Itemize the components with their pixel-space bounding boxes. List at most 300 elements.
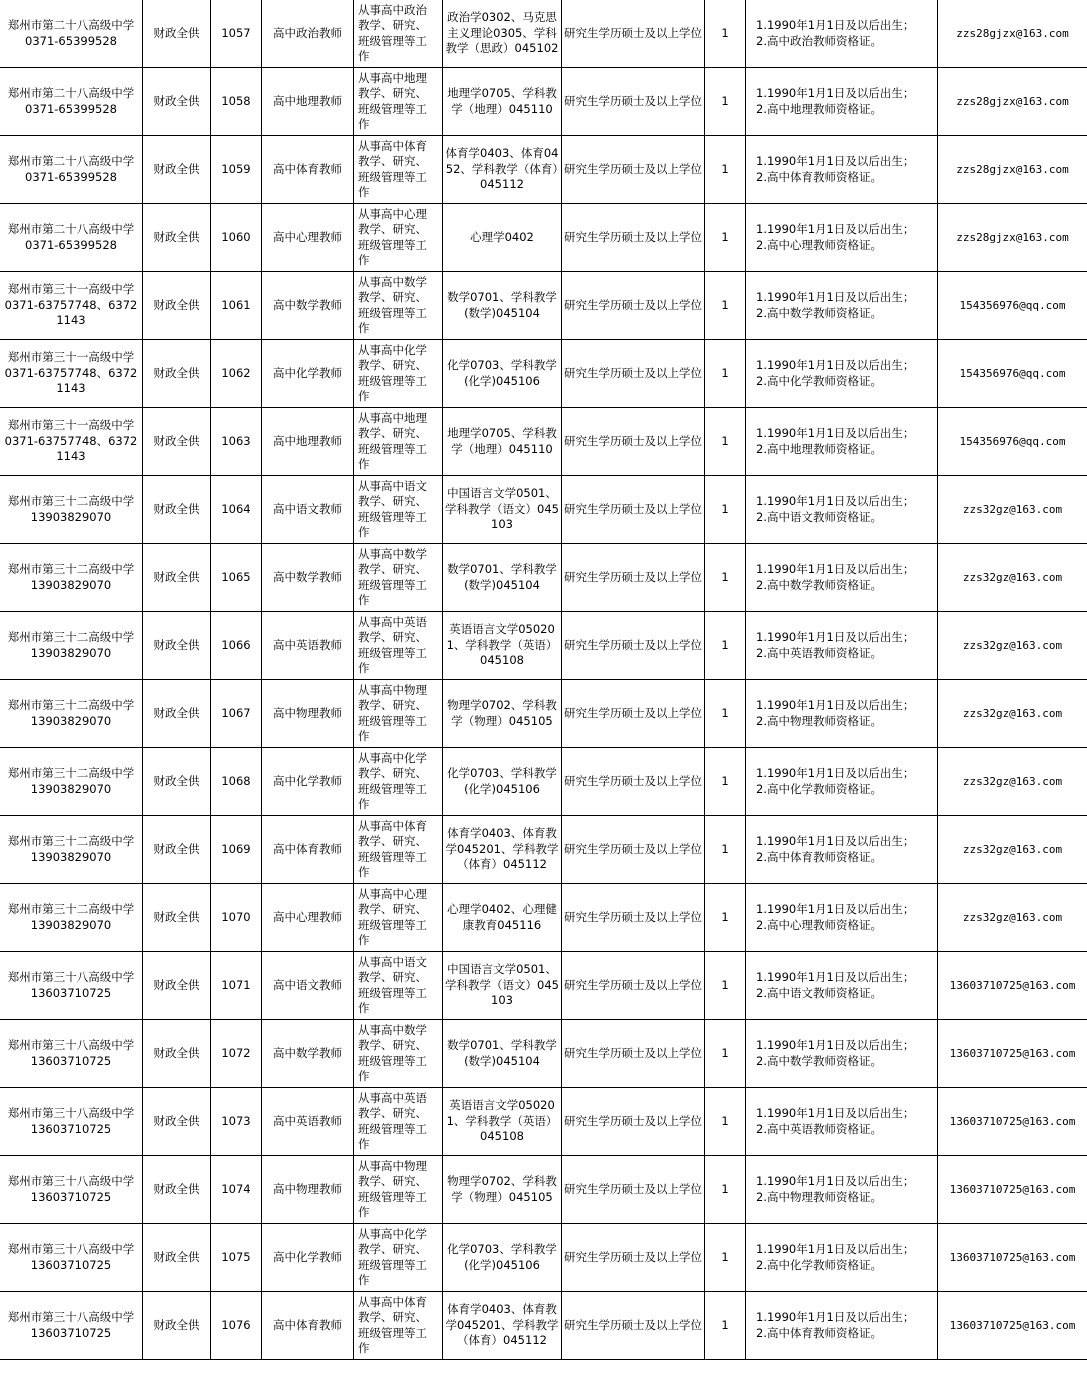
contact-phone: 13903829070 xyxy=(30,849,112,864)
unit-name: 郑州市第三十一高级中学 xyxy=(7,282,135,297)
unit-name: 郑州市第三十二高级中学 xyxy=(7,630,135,644)
email-cell: zzs32gz@163.com xyxy=(938,476,1087,544)
position-code-cell: 1073 xyxy=(211,1088,262,1156)
major-cell: 地理学0705、学科教学（地理）045110 xyxy=(443,68,562,136)
duty-cell: 从事高中体育教学、研究、班级管理等工作 xyxy=(354,1292,443,1360)
degree-cell: 研究生学历硕士及以上学位 xyxy=(562,204,705,272)
requirement-birthdate: 1.1990年1月1日及以后出生； xyxy=(756,630,915,644)
requirements-cell xyxy=(746,204,938,272)
contact-phone: 0371-63757748、63721143 xyxy=(4,297,138,328)
funding-cell: 财政全供 xyxy=(143,544,211,612)
position-code-cell: 1072 xyxy=(211,1020,262,1088)
position-name-cell: 高中物理教师 xyxy=(262,1156,354,1224)
contact-phone: 13903829070 xyxy=(30,781,112,796)
email-cell: zzs32gz@163.com xyxy=(938,748,1087,816)
requirement-birthdate: 1.1990年1月1日及以后出生； xyxy=(756,290,915,304)
unit-name: 郑州市第三十二高级中学 xyxy=(7,902,135,916)
email-cell: zzs28gjzx@163.com xyxy=(938,204,1087,272)
requirement-certificate: 2.高中语文教师资格证。 xyxy=(756,509,882,524)
requirement-certificate: 2.高中体育教师资格证。 xyxy=(756,849,882,864)
requirements-cell xyxy=(746,0,938,68)
requirement-birthdate: 1.1990年1月1日及以后出生； xyxy=(756,834,915,848)
table-row xyxy=(0,884,1087,952)
major-cell: 物理学0702、学科教学（物理）045105 xyxy=(443,680,562,748)
requirement-birthdate: 1.1990年1月1日及以后出生； xyxy=(756,18,915,32)
major-cell: 化学0703、学科教学(化学)045106 xyxy=(443,340,562,408)
email-cell: 13603710725@163.com xyxy=(938,1156,1087,1224)
unit-cell xyxy=(0,340,143,408)
email-cell: zzs32gz@163.com xyxy=(938,680,1087,748)
duty-cell: 从事高中物理教学、研究、班级管理等工作 xyxy=(354,1156,443,1224)
degree-cell: 研究生学历硕士及以上学位 xyxy=(562,1224,705,1292)
table-row xyxy=(0,476,1087,544)
unit-name: 郑州市第三十八高级中学 xyxy=(7,1174,135,1188)
requirements-cell xyxy=(746,136,938,204)
position-code-cell: 1075 xyxy=(211,1224,262,1292)
table-row xyxy=(0,340,1087,408)
contact-phone: 0371-65399528 xyxy=(25,33,117,48)
requirement-birthdate: 1.1990年1月1日及以后出生； xyxy=(756,154,915,168)
unit-name: 郑州市第三十一高级中学 xyxy=(7,350,135,365)
unit-cell xyxy=(0,544,143,612)
duty-cell: 从事高中数学教学、研究、班级管理等工作 xyxy=(354,272,443,340)
position-name-cell: 高中数学教师 xyxy=(262,272,354,340)
unit-name: 郑州市第三十八高级中学 xyxy=(7,1038,135,1052)
duty-cell: 从事高中化学教学、研究、班级管理等工作 xyxy=(354,1224,443,1292)
funding-cell: 财政全供 xyxy=(143,1292,211,1360)
funding-cell: 财政全供 xyxy=(143,816,211,884)
degree-cell: 研究生学历硕士及以上学位 xyxy=(562,544,705,612)
requirements-cell xyxy=(746,1088,938,1156)
funding-cell: 财政全供 xyxy=(143,952,211,1020)
position-name-cell: 高中体育教师 xyxy=(262,136,354,204)
requirements-cell xyxy=(746,68,938,136)
contact-phone: 0371-63757748、63721143 xyxy=(4,433,138,464)
position-name-cell: 高中体育教师 xyxy=(262,816,354,884)
unit-name: 郑州市第三十八高级中学 xyxy=(7,1242,135,1256)
contact-phone: 0371-65399528 xyxy=(25,237,117,252)
unit-cell xyxy=(0,0,143,68)
table-row xyxy=(0,1156,1087,1224)
position-name-cell: 高中化学教师 xyxy=(262,1224,354,1292)
degree-cell: 研究生学历硕士及以上学位 xyxy=(562,68,705,136)
headcount-cell: 1 xyxy=(705,1156,746,1224)
position-name-cell: 高中数学教师 xyxy=(262,544,354,612)
unit-cell xyxy=(0,884,143,952)
contact-phone: 13903829070 xyxy=(30,509,112,524)
position-name-cell: 高中心理教师 xyxy=(262,204,354,272)
email-cell: zzs28gjzx@163.com xyxy=(938,136,1087,204)
funding-cell: 财政全供 xyxy=(143,476,211,544)
email-cell: 154356976@qq.com xyxy=(938,408,1087,476)
unit-cell xyxy=(0,408,143,476)
degree-cell: 研究生学历硕士及以上学位 xyxy=(562,340,705,408)
table-row xyxy=(0,1224,1087,1292)
position-code-cell: 1064 xyxy=(211,476,262,544)
duty-cell: 从事高中英语教学、研究、班级管理等工作 xyxy=(354,612,443,680)
contact-phone: 13603710725 xyxy=(30,1121,112,1136)
duty-cell: 从事高中心理教学、研究、班级管理等工作 xyxy=(354,204,443,272)
unit-cell xyxy=(0,476,143,544)
requirements-cell xyxy=(746,612,938,680)
degree-cell: 研究生学历硕士及以上学位 xyxy=(562,748,705,816)
position-name-cell: 高中语文教师 xyxy=(262,476,354,544)
position-name-cell: 高中心理教师 xyxy=(262,884,354,952)
headcount-cell: 1 xyxy=(705,884,746,952)
email-cell: zzs28gjzx@163.com xyxy=(938,68,1087,136)
unit-name: 郑州市第二十八高级中学 xyxy=(7,18,135,32)
contact-phone: 13903829070 xyxy=(30,713,112,728)
unit-cell xyxy=(0,1020,143,1088)
degree-cell: 研究生学历硕士及以上学位 xyxy=(562,476,705,544)
headcount-cell: 1 xyxy=(705,476,746,544)
unit-cell xyxy=(0,680,143,748)
degree-cell: 研究生学历硕士及以上学位 xyxy=(562,612,705,680)
major-cell: 数学0701、学科教学(数学)045104 xyxy=(443,272,562,340)
funding-cell: 财政全供 xyxy=(143,408,211,476)
position-name-cell: 高中语文教师 xyxy=(262,952,354,1020)
contact-phone: 0371-65399528 xyxy=(25,169,117,184)
degree-cell: 研究生学历硕士及以上学位 xyxy=(562,1156,705,1224)
duty-cell: 从事高中英语教学、研究、班级管理等工作 xyxy=(354,1088,443,1156)
requirements-cell xyxy=(746,408,938,476)
unit-cell xyxy=(0,952,143,1020)
requirement-certificate: 2.高中语文教师资格证。 xyxy=(756,985,882,1000)
position-code-cell: 1065 xyxy=(211,544,262,612)
position-code-cell: 1063 xyxy=(211,408,262,476)
unit-name: 郑州市第三十二高级中学 xyxy=(7,834,135,848)
requirement-birthdate: 1.1990年1月1日及以后出生； xyxy=(756,222,915,236)
position-code-cell: 1062 xyxy=(211,340,262,408)
position-name-cell: 高中物理教师 xyxy=(262,680,354,748)
funding-cell: 财政全供 xyxy=(143,136,211,204)
contact-phone: 13603710725 xyxy=(30,1257,112,1272)
funding-cell: 财政全供 xyxy=(143,1156,211,1224)
position-name-cell: 高中数学教师 xyxy=(262,1020,354,1088)
headcount-cell: 1 xyxy=(705,1088,746,1156)
degree-cell: 研究生学历硕士及以上学位 xyxy=(562,680,705,748)
position-name-cell: 高中地理教师 xyxy=(262,68,354,136)
major-cell: 物理学0702、学科教学（物理）045105 xyxy=(443,1156,562,1224)
duty-cell: 从事高中地理教学、研究、班级管理等工作 xyxy=(354,68,443,136)
table-row xyxy=(0,816,1087,884)
requirements-cell xyxy=(746,476,938,544)
degree-cell: 研究生学历硕士及以上学位 xyxy=(562,408,705,476)
position-code-cell: 1067 xyxy=(211,680,262,748)
requirement-certificate: 2.高中地理教师资格证。 xyxy=(756,101,882,116)
unit-name: 郑州市第三十八高级中学 xyxy=(7,1310,135,1324)
unit-cell xyxy=(0,272,143,340)
major-cell: 地理学0705、学科教学（地理）045110 xyxy=(443,408,562,476)
funding-cell: 财政全供 xyxy=(143,1020,211,1088)
requirement-birthdate: 1.1990年1月1日及以后出生； xyxy=(756,902,915,916)
duty-cell: 从事高中物理教学、研究、班级管理等工作 xyxy=(354,680,443,748)
degree-cell: 研究生学历硕士及以上学位 xyxy=(562,1020,705,1088)
unit-name: 郑州市第二十八高级中学 xyxy=(7,222,135,236)
requirement-certificate: 2.高中化学教师资格证。 xyxy=(756,373,882,388)
requirement-birthdate: 1.1990年1月1日及以后出生； xyxy=(756,1242,915,1256)
requirement-birthdate: 1.1990年1月1日及以后出生； xyxy=(756,698,915,712)
headcount-cell: 1 xyxy=(705,748,746,816)
table-row xyxy=(0,612,1087,680)
major-cell: 数学0701、学科教学(数学)045104 xyxy=(443,1020,562,1088)
requirements-cell xyxy=(746,1224,938,1292)
funding-cell: 财政全供 xyxy=(143,680,211,748)
major-cell: 体育学0403、体育教学045201、学科教学（体育）045112 xyxy=(443,1292,562,1360)
position-code-cell: 1070 xyxy=(211,884,262,952)
requirements-cell xyxy=(746,1156,938,1224)
degree-cell: 研究生学历硕士及以上学位 xyxy=(562,0,705,68)
unit-cell xyxy=(0,1292,143,1360)
major-cell: 体育学0403、体育教学045201、学科教学（体育）045112 xyxy=(443,816,562,884)
headcount-cell: 1 xyxy=(705,204,746,272)
funding-cell: 财政全供 xyxy=(143,0,211,68)
duty-cell: 从事高中体育教学、研究、班级管理等工作 xyxy=(354,816,443,884)
contact-phone: 13603710725 xyxy=(30,1053,112,1068)
requirement-birthdate: 1.1990年1月1日及以后出生； xyxy=(756,766,915,780)
table-row xyxy=(0,204,1087,272)
table-row xyxy=(0,680,1087,748)
requirement-certificate: 2.高中心理教师资格证。 xyxy=(756,917,882,932)
table-row xyxy=(0,136,1087,204)
position-code-cell: 1068 xyxy=(211,748,262,816)
unit-cell xyxy=(0,816,143,884)
requirements-cell xyxy=(746,544,938,612)
major-cell: 中国语言文学0501、学科教学（语文）045103 xyxy=(443,952,562,1020)
funding-cell: 财政全供 xyxy=(143,884,211,952)
duty-cell: 从事高中化学教学、研究、班级管理等工作 xyxy=(354,748,443,816)
headcount-cell: 1 xyxy=(705,340,746,408)
email-cell: zzs32gz@163.com xyxy=(938,612,1087,680)
email-cell: zzs32gz@163.com xyxy=(938,544,1087,612)
position-code-cell: 1057 xyxy=(211,0,262,68)
headcount-cell: 1 xyxy=(705,816,746,884)
table-row xyxy=(0,544,1087,612)
email-cell: 154356976@qq.com xyxy=(938,272,1087,340)
requirements-cell xyxy=(746,748,938,816)
email-cell: 13603710725@163.com xyxy=(938,952,1087,1020)
degree-cell: 研究生学历硕士及以上学位 xyxy=(562,816,705,884)
major-cell: 心理学0402 xyxy=(443,204,562,272)
table-row xyxy=(0,952,1087,1020)
position-code-cell: 1060 xyxy=(211,204,262,272)
requirement-birthdate: 1.1990年1月1日及以后出生； xyxy=(756,426,915,440)
headcount-cell: 1 xyxy=(705,0,746,68)
table-row xyxy=(0,408,1087,476)
requirements-cell xyxy=(746,884,938,952)
requirements-cell xyxy=(746,816,938,884)
headcount-cell: 1 xyxy=(705,272,746,340)
funding-cell: 财政全供 xyxy=(143,612,211,680)
duty-cell: 从事高中语文教学、研究、班级管理等工作 xyxy=(354,952,443,1020)
unit-cell xyxy=(0,1224,143,1292)
funding-cell: 财政全供 xyxy=(143,204,211,272)
major-cell: 化学0703、学科教学(化学)045106 xyxy=(443,1224,562,1292)
requirement-birthdate: 1.1990年1月1日及以后出生； xyxy=(756,494,915,508)
position-code-cell: 1071 xyxy=(211,952,262,1020)
position-name-cell: 高中化学教师 xyxy=(262,340,354,408)
requirements-cell xyxy=(746,680,938,748)
funding-cell: 财政全供 xyxy=(143,68,211,136)
requirement-certificate: 2.高中物理教师资格证。 xyxy=(756,1189,882,1204)
major-cell: 英语语言文学050201、学科教学（英语）045108 xyxy=(443,1088,562,1156)
headcount-cell: 1 xyxy=(705,680,746,748)
requirement-certificate: 2.高中地理教师资格证。 xyxy=(756,441,882,456)
position-name-cell: 高中地理教师 xyxy=(262,408,354,476)
contact-phone: 0371-63757748、63721143 xyxy=(4,365,138,396)
table-row xyxy=(0,0,1087,68)
duty-cell: 从事高中政治教学、研究、班级管理等工作 xyxy=(354,0,443,68)
position-code-cell: 1066 xyxy=(211,612,262,680)
email-cell: zzs32gz@163.com xyxy=(938,816,1087,884)
funding-cell: 财政全供 xyxy=(143,748,211,816)
unit-name: 郑州市第二十八高级中学 xyxy=(7,154,135,168)
unit-cell xyxy=(0,748,143,816)
requirement-certificate: 2.高中化学教师资格证。 xyxy=(756,1257,882,1272)
requirement-birthdate: 1.1990年1月1日及以后出生； xyxy=(756,358,915,372)
email-cell: 13603710725@163.com xyxy=(938,1224,1087,1292)
contact-phone: 13903829070 xyxy=(30,917,112,932)
position-name-cell: 高中英语教师 xyxy=(262,612,354,680)
email-cell: 13603710725@163.com xyxy=(938,1020,1087,1088)
unit-cell xyxy=(0,612,143,680)
requirement-birthdate: 1.1990年1月1日及以后出生； xyxy=(756,1174,915,1188)
requirements-cell xyxy=(746,1292,938,1360)
requirement-certificate: 2.高中体育教师资格证。 xyxy=(756,1325,882,1340)
position-code-cell: 1058 xyxy=(211,68,262,136)
headcount-cell: 1 xyxy=(705,952,746,1020)
major-cell: 心理学0402、心理健康教育045116 xyxy=(443,884,562,952)
major-cell: 中国语言文学0501、学科教学（语文）045103 xyxy=(443,476,562,544)
table-row xyxy=(0,748,1087,816)
requirement-certificate: 2.高中化学教师资格证。 xyxy=(756,781,882,796)
unit-name: 郑州市第二十八高级中学 xyxy=(7,86,135,100)
position-code-cell: 1061 xyxy=(211,272,262,340)
unit-name: 郑州市第三十二高级中学 xyxy=(7,766,135,780)
email-cell: zzs28gjzx@163.com xyxy=(938,0,1087,68)
duty-cell: 从事高中体育教学、研究、班级管理等工作 xyxy=(354,136,443,204)
headcount-cell: 1 xyxy=(705,612,746,680)
duty-cell: 从事高中心理教学、研究、班级管理等工作 xyxy=(354,884,443,952)
unit-name: 郑州市第三十二高级中学 xyxy=(7,494,135,508)
requirement-certificate: 2.高中心理教师资格证。 xyxy=(756,237,882,252)
degree-cell: 研究生学历硕士及以上学位 xyxy=(562,952,705,1020)
requirement-certificate: 2.高中数学教师资格证。 xyxy=(756,305,882,320)
requirements-cell xyxy=(746,340,938,408)
position-code-cell: 1074 xyxy=(211,1156,262,1224)
headcount-cell: 1 xyxy=(705,1292,746,1360)
headcount-cell: 1 xyxy=(705,1020,746,1088)
degree-cell: 研究生学历硕士及以上学位 xyxy=(562,1088,705,1156)
contact-phone: 13603710725 xyxy=(30,985,112,1000)
unit-cell xyxy=(0,68,143,136)
unit-cell xyxy=(0,204,143,272)
position-name-cell: 高中政治教师 xyxy=(262,0,354,68)
headcount-cell: 1 xyxy=(705,544,746,612)
requirement-certificate: 2.高中数学教师资格证。 xyxy=(756,1053,882,1068)
position-name-cell: 高中英语教师 xyxy=(262,1088,354,1156)
unit-name: 郑州市第三十八高级中学 xyxy=(7,1106,135,1120)
headcount-cell: 1 xyxy=(705,68,746,136)
headcount-cell: 1 xyxy=(705,408,746,476)
degree-cell: 研究生学历硕士及以上学位 xyxy=(562,272,705,340)
requirement-birthdate: 1.1990年1月1日及以后出生； xyxy=(756,562,915,576)
contact-phone: 13903829070 xyxy=(30,645,112,660)
table-row xyxy=(0,1088,1087,1156)
funding-cell: 财政全供 xyxy=(143,272,211,340)
unit-cell xyxy=(0,1156,143,1224)
unit-name: 郑州市第三十二高级中学 xyxy=(7,562,135,576)
major-cell: 数学0701、学科教学(数学)045104 xyxy=(443,544,562,612)
duty-cell: 从事高中数学教学、研究、班级管理等工作 xyxy=(354,1020,443,1088)
requirement-birthdate: 1.1990年1月1日及以后出生； xyxy=(756,1106,915,1120)
degree-cell: 研究生学历硕士及以上学位 xyxy=(562,1292,705,1360)
major-cell: 化学0703、学科教学(化学)045106 xyxy=(443,748,562,816)
table-row xyxy=(0,1292,1087,1360)
funding-cell: 财政全供 xyxy=(143,1088,211,1156)
requirement-birthdate: 1.1990年1月1日及以后出生； xyxy=(756,1310,915,1324)
position-code-cell: 1069 xyxy=(211,816,262,884)
email-cell: 154356976@qq.com xyxy=(938,340,1087,408)
email-cell: 13603710725@163.com xyxy=(938,1292,1087,1360)
requirement-certificate: 2.高中英语教师资格证。 xyxy=(756,645,882,660)
position-name-cell: 高中体育教师 xyxy=(262,1292,354,1360)
unit-cell xyxy=(0,1088,143,1156)
funding-cell: 财政全供 xyxy=(143,340,211,408)
requirement-birthdate: 1.1990年1月1日及以后出生； xyxy=(756,86,915,100)
unit-cell xyxy=(0,136,143,204)
requirements-cell xyxy=(746,952,938,1020)
email-cell: 13603710725@163.com xyxy=(938,1088,1087,1156)
headcount-cell: 1 xyxy=(705,1224,746,1292)
duty-cell: 从事高中数学教学、研究、班级管理等工作 xyxy=(354,544,443,612)
unit-name: 郑州市第三十二高级中学 xyxy=(7,698,135,712)
position-code-cell: 1059 xyxy=(211,136,262,204)
headcount-cell: 1 xyxy=(705,136,746,204)
unit-name: 郑州市第三十一高级中学 xyxy=(7,418,135,433)
requirement-certificate: 2.高中体育教师资格证。 xyxy=(756,169,882,184)
unit-name: 郑州市第三十八高级中学 xyxy=(7,970,135,984)
requirement-certificate: 2.高中数学教师资格证。 xyxy=(756,577,882,592)
table-row xyxy=(0,68,1087,136)
requirement-birthdate: 1.1990年1月1日及以后出生； xyxy=(756,1038,915,1052)
major-cell: 英语语言文学050201、学科教学（英语）045108 xyxy=(443,612,562,680)
requirement-certificate: 2.高中政治教师资格证。 xyxy=(756,33,882,48)
requirement-certificate: 2.高中物理教师资格证。 xyxy=(756,713,882,728)
requirement-certificate: 2.高中英语教师资格证。 xyxy=(756,1121,882,1136)
duty-cell: 从事高中语文教学、研究、班级管理等工作 xyxy=(354,476,443,544)
degree-cell: 研究生学历硕士及以上学位 xyxy=(562,136,705,204)
major-cell: 政治学0302、马克思主义理论0305、学科教学（思政）045102 xyxy=(443,0,562,68)
contact-phone: 0371-65399528 xyxy=(25,101,117,116)
contact-phone: 13903829070 xyxy=(30,577,112,592)
contact-phone: 13603710725 xyxy=(30,1325,112,1340)
position-name-cell: 高中化学教师 xyxy=(262,748,354,816)
table-row xyxy=(0,1020,1087,1088)
major-cell: 体育学0403、体育0452、学科教学（体育）045112 xyxy=(443,136,562,204)
email-cell: zzs32gz@163.com xyxy=(938,884,1087,952)
table-row xyxy=(0,272,1087,340)
requirements-cell xyxy=(746,272,938,340)
requirement-birthdate: 1.1990年1月1日及以后出生； xyxy=(756,970,915,984)
degree-cell: 研究生学历硕士及以上学位 xyxy=(562,884,705,952)
requirements-cell xyxy=(746,1020,938,1088)
funding-cell: 财政全供 xyxy=(143,1224,211,1292)
position-code-cell: 1076 xyxy=(211,1292,262,1360)
duty-cell: 从事高中地理教学、研究、班级管理等工作 xyxy=(354,408,443,476)
duty-cell: 从事高中化学教学、研究、班级管理等工作 xyxy=(354,340,443,408)
contact-phone: 13603710725 xyxy=(30,1189,112,1204)
